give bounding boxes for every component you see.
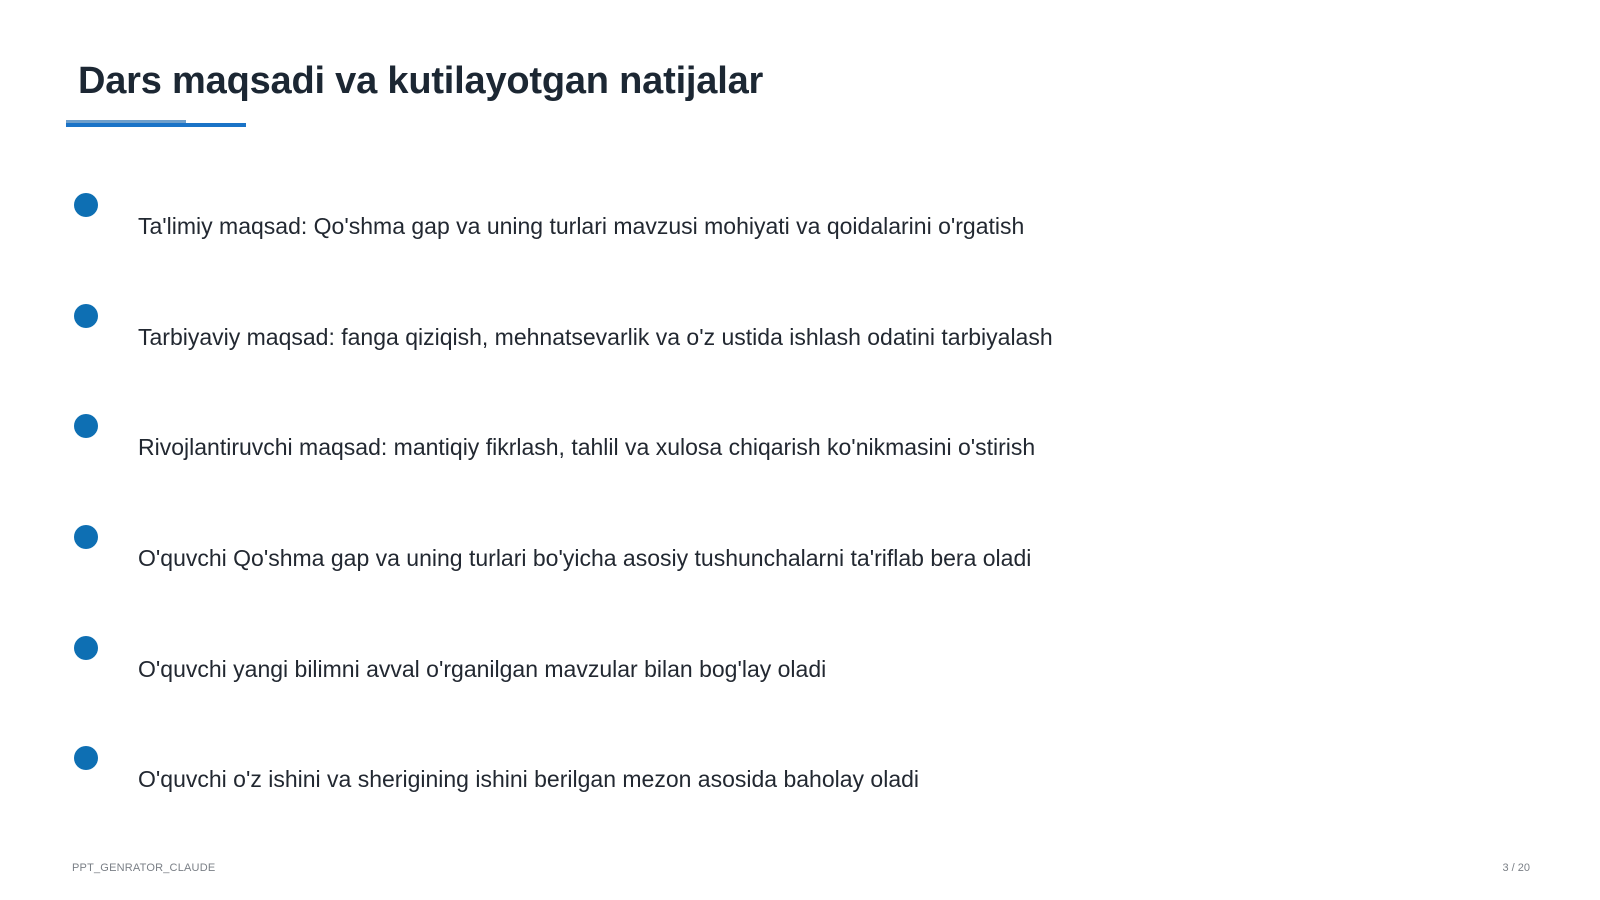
bullet-item [74, 746, 1374, 806]
slide-title: Dars maqsadi va kutilayotgan natijalar [78, 60, 764, 102]
bullet-item [74, 414, 1374, 474]
bullet-item [74, 525, 1374, 585]
footer-generator-label: PPT_GENRATOR_CLAUDE [72, 862, 216, 874]
bullet-dot-icon [74, 525, 98, 549]
bullet-text: Rivojlantiruvchi maqsad: mantiqiy fikrlash, tahlil va xulosa chiqarish ko'nikmasini o'stirish [138, 434, 1036, 460]
bullet-dot-icon [74, 636, 98, 660]
bullet-text: O'quvchi Qo'shma gap va uning turlari bo'yicha asosiy tushunchalarni ta'riflab bera oladi [138, 545, 1032, 571]
bullet-item [74, 636, 1374, 696]
bullet-dot-icon [74, 414, 98, 438]
title-underline-accent [66, 120, 186, 123]
bullet-dot-icon [74, 746, 98, 770]
bullet-item [74, 193, 1374, 253]
bullet-text: O'quvchi o'z ishini va sherigining ishini berilgan mezon asosida baholay oladi [138, 766, 920, 792]
bullet-text: Ta'limiy maqsad: Qo'shma gap va uning turlari mavzusi mohiyati va qoidalarini o'rgatish [138, 213, 1025, 239]
page-indicator: 3 / 20 [1502, 862, 1530, 874]
title-underline [66, 123, 246, 127]
bullet-text: O'quvchi yangi bilimni avval o'rganilgan mavzular bilan bog'lay oladi [138, 656, 827, 682]
bullet-dot-icon [74, 304, 98, 328]
bullet-item [74, 304, 1374, 364]
bullet-dot-icon [74, 193, 98, 217]
bullet-text: Tarbiyaviy maqsad: fanga qiziqish, mehnatsevarlik va o'z ustida ishlash odatini tarbiyalash [138, 324, 1053, 350]
